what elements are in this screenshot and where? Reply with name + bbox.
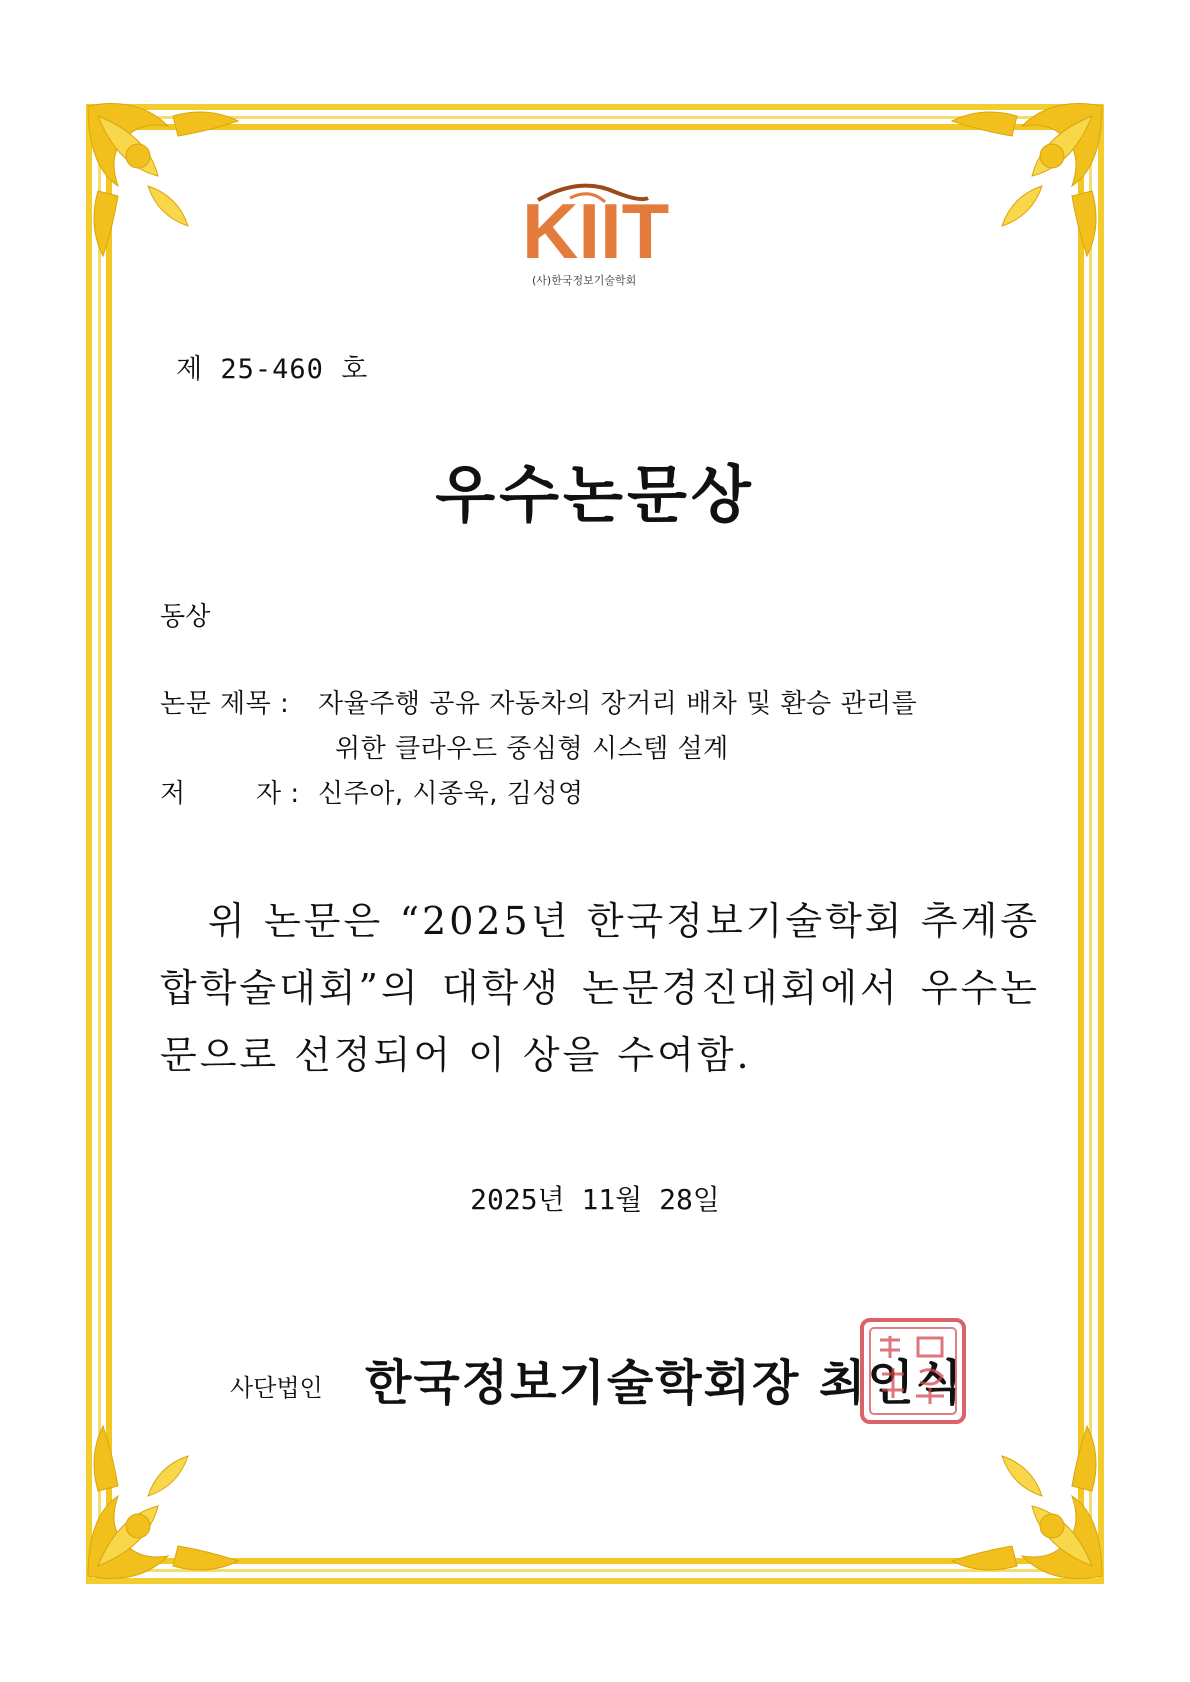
corner-ornament-bottom-left-icon [78,1416,248,1586]
paper-title-line1: 자율주행 공유 자동차의 장거리 배차 및 환승 관리를 [318,689,918,719]
corner-ornament-top-left-icon [78,96,248,266]
paper-title-label: 논문 제목 : [160,689,290,719]
logo-text: KIIT [522,187,670,275]
authors: 신주아, 시종욱, 김성영 [318,779,584,809]
award-date: 2025년 11월 28일 [470,1183,720,1216]
corner-ornament-top-right-icon [942,96,1112,266]
author-label-part1: 저 [160,779,186,809]
certificate-number: 제 25-460 호 [176,354,369,385]
official-seal-icon [858,1316,968,1426]
kiit-logo [520,180,670,290]
organization-signature: 한국정보기술학회장 최인식 [365,1355,965,1411]
certificate-title: 우수논문상 [435,458,755,531]
certificate-body: 위 논문은 “2025년 한국정보기술학회 추계종합학술대회”의 대학생 논문경진대회에서 우수논문으로 선정되어 이 상을 수여함. [160,899,1040,1077]
organization-prefix: 사단법인 [230,1374,323,1402]
corner-ornament-bottom-right-icon [942,1416,1112,1586]
author-label-part2: 자 : [256,779,300,809]
logo-subtitle: (사)한국정보기술학회 [532,274,637,287]
award-level: 동상 [160,602,211,632]
paper-title-line2: 위한 클라우드 중심형 시스템 설계 [335,734,729,764]
